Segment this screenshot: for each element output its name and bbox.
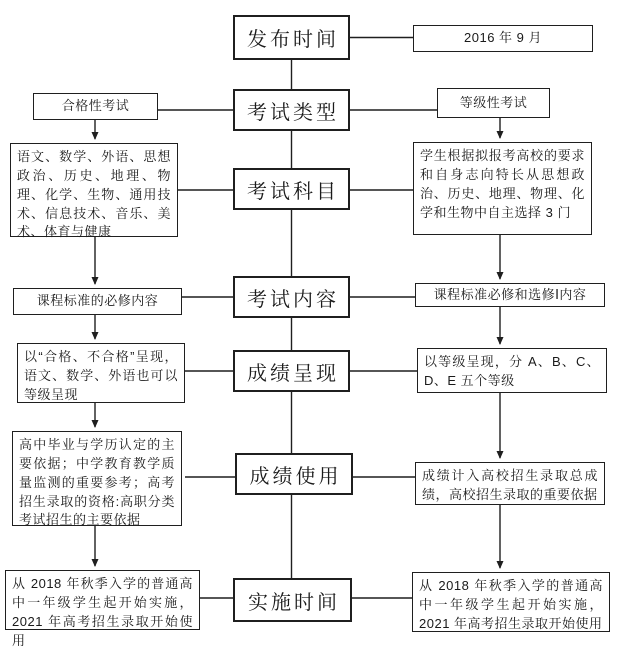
node-graded-score-usage: 成绩计入高校招生录取总成绩，高校招生录取的重要依据 [415,462,605,505]
node-qualifying-implementation: 从 2018 年秋季入学的普通高中一年级学生起开始实施，2021 年高考招生录取开始使用 [5,570,200,630]
node-graded-implementation: 从 2018 年秋季入学的普通高中一年级学生起开始实施，2021 年高考招生录取开始使用 [412,572,610,632]
node-qualifying-content: 课程标准的必修内容 [13,288,182,315]
node-graded-content: 课程标准必修和选修Ⅰ内容 [415,283,605,307]
node-exam-type: 考试类型 [233,89,350,131]
node-graded-subjects: 学生根据拟报考高校的要求和自身志向特长从思想政治、历史、地理、物理、化学和生物中自主选择 3 门 [413,142,592,235]
node-exam-content: 考试内容 [233,276,350,318]
node-qualifying-subjects: 语文、数学、外语、思想政治、历史、地理、物理、化学、生物、通用技术、信息技术、音乐、美术、体育与健康 [10,143,178,237]
node-release-time: 发布时间 [233,15,350,60]
node-exam-subjects: 考试科目 [233,168,350,210]
node-release-date-value: 2016 年 9 月 [413,25,593,52]
node-graded-exam: 等级性考试 [437,88,550,118]
node-qualifying-exam: 合格性考试 [33,93,158,120]
node-qualifying-score-presentation: 以“合格、不合格”呈现，语文、数学、外语也可以等级呈现 [17,343,185,403]
node-qualifying-score-usage: 高中毕业与学历认定的主要依据；中学教育教学质量监测的重要参考；高考招生录取的资格:高职分类考试招生的主要依据 [12,431,182,526]
node-implementation-time: 实施时间 [233,578,352,622]
node-graded-score-presentation: 以等级呈现，分 A、B、C、D、E 五个等级 [417,348,607,393]
node-score-usage: 成绩使用 [235,453,353,495]
node-score-presentation: 成绩呈现 [233,350,350,392]
